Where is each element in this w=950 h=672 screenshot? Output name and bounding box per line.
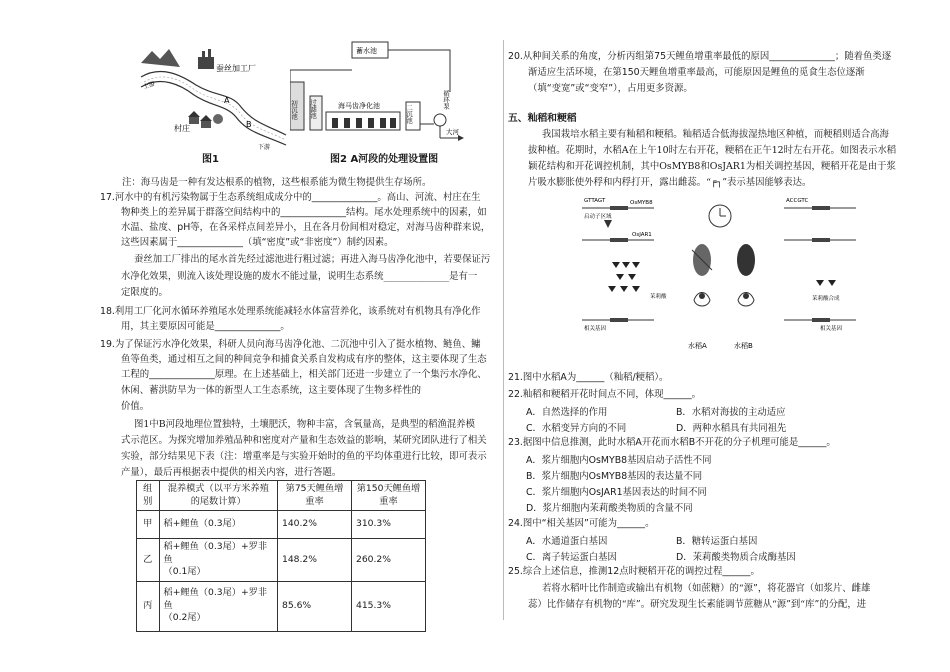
q25-line: 蕊）比作储存有机物的“库”。研究发现生长素能调节蔗糖从“源”到“库”的分配，进: [528, 599, 867, 610]
q24-option-a[interactable]: A．水通道蛋白基因: [526, 536, 608, 547]
table-row: [137, 581, 426, 631]
fig-jas-synthesis-label: 茉莉酸合成: [812, 296, 840, 302]
factory-icon: [198, 57, 214, 69]
pump-icon: [434, 114, 446, 126]
figure-1-river-map: [136, 45, 291, 153]
q19-line: 图1中B河段地理位置独特，土壤肥沃，物种丰富，含氧量高，是典型的稻渔混养模: [134, 419, 475, 430]
q25-line: 若将水稻叶比作制造或输出有机物（如蔗糖）的“源”，将花器官（如浆片、雌雄: [542, 583, 871, 594]
fig-promoter-label: 启动子区域: [584, 214, 612, 220]
fig1-factory-label: 蚕丝加工厂: [216, 64, 256, 73]
q22-stem: 22.籼稻和粳稻开花时间点不同，体现______。: [508, 389, 702, 400]
intro-line: 颖花结构和开花调控机制，其中OsMYB8和OsJAR1为相关调控基因，粳稻开花是由于浆: [528, 161, 896, 172]
q20-line: 20.从种间关系的角度，分析丙组第75天鲤鱼增重率最低的原因______________；随着鱼类逐: [508, 51, 892, 62]
q19-line: 实验，部分结果见下表（注：增重率是与实验开始时的鱼的平均体重进行比较，即可表示: [121, 451, 487, 462]
note-text: 注：海马齿是一种有发达根系的植物，这些根系能为微生物提供生存场所。: [122, 177, 432, 188]
column-divider: [503, 40, 504, 620]
q20-line: 渐适应生活环境，在第150天鲤鱼增重率最高，可能原因是鲤鱼的觅食生态位逐渐: [528, 67, 865, 78]
table-cell: 415.3%: [351, 581, 425, 631]
rice-a-flower-icon: [692, 244, 712, 306]
intro-line: 拔种植。花期时，水稻A在上午10时左右开花，粳稻在正午12时左右开花。如图表示水稻: [528, 145, 897, 156]
figure-2-caption: 图2 A河段的处理设置图: [330, 154, 439, 165]
q22-option-b[interactable]: B．水稻对海拔的主动适应: [676, 407, 786, 418]
q19-line: 产量），最后再根据表中提供的相关内容，进行答题。: [121, 467, 342, 478]
table-header: 第150天鲤鱼增重率: [351, 481, 425, 511]
q23-stem: 23.据图中信息推测，此时水稻A开花而水稻B不开花的分子机理可能是______。: [508, 437, 836, 448]
fig2-treatment-label: 海马齿净化池: [338, 102, 380, 110]
fig1-downstream-label: 下游: [258, 144, 271, 151]
fig-jasmonic-label: 茉莉酸: [650, 294, 667, 300]
q22-option-c[interactable]: C．水稻变异方向的不同: [526, 423, 627, 434]
q19-line: 式示范区。为探究增加养殖品种和密度对产量和生态效益的影响，某研究团队进行了相关: [121, 435, 487, 446]
table-cell: 稻+鲤鱼（0.3尾）+罗非鱼 （0.2尾）: [159, 581, 277, 631]
table-row: [137, 511, 426, 539]
q22-option-a[interactable]: A．自然选择的作用: [526, 407, 608, 418]
table-cell: 稻+鲤鱼（0.3尾）+罗非鱼 （0.1尾）: [159, 539, 277, 582]
fig2-sea-label: 大河: [446, 128, 459, 136]
q17-line: 水净化效果，则流入该处理设施的废水不能过量，说明生态系统______________是有一: [121, 271, 478, 282]
q24-option-b[interactable]: B．糖转运蛋白基因: [676, 536, 758, 547]
q25-stem: 25.综合上述信息，推测12点时粳稻开花的调控过程______。: [508, 566, 760, 577]
q19-line: 工程的______________原理。在上述基础上，相关部门还进一步建立了一个集污水净化、: [121, 369, 487, 380]
q23-option-b[interactable]: B．浆片细胞内OsMYB8基因的表达量不同: [526, 471, 703, 482]
fig-label-b: 水稻B: [734, 342, 753, 350]
q17-line: 水温、盐度、pH等，在各采样点间差异小，且在各月份间相对稳定，对海马齿种群来说，: [121, 222, 491, 233]
table-cell: 丙: [137, 581, 160, 631]
table-header: 混养模式（以平方米养殖的尾数计算）: [159, 481, 277, 511]
q19-line: 价值。: [121, 401, 150, 412]
fig-gttagt-label: GTTAGT: [584, 198, 606, 204]
intro-line: 片吸水膨胀使外稃和内稃打开，露出雌蕊。“╒┐”表示基因能够表达。: [528, 177, 812, 188]
fig1-b-label: B: [246, 120, 252, 129]
rice-a-pathway: [582, 198, 667, 332]
q17-line: 蚕丝加工厂排出的尾水首先经过滤池进行粗过滤；再进入海马齿净化池中，若要保证污: [134, 254, 491, 265]
fig1-village-label: 村庄: [174, 124, 190, 133]
table-cell: 乙: [137, 539, 160, 582]
q23-option-d[interactable]: D．浆片细胞内茉莉酸类物质的含量不同: [526, 503, 693, 514]
rice-regulation-figure: [580, 196, 860, 358]
q20-line: （填“变宽”或“变窄”），占用更多资源。: [528, 83, 693, 94]
table-header: 第75天鲤鱼增重率: [277, 481, 351, 511]
table-cell: 甲: [137, 511, 160, 539]
q17-line: 物种类上的差异属于群落空间结构中的______________结构。尾水处理系统中的因素，如: [121, 207, 487, 218]
fig-accgtc-label: ACCGTC: [786, 198, 809, 204]
q23-option-a[interactable]: A．浆片细胞内OsMYB8基因启动子活性不同: [526, 455, 712, 466]
fig2-second-label: 二沉池: [405, 104, 413, 124]
fig-osjar1-label: OsJAR1: [632, 232, 652, 238]
q22-option-d[interactable]: D．两种水稻具有共同祖先: [676, 423, 787, 434]
fig2-pre-label: 初沉池: [290, 100, 298, 120]
fish-weight-table: [136, 480, 426, 632]
mountain-icon: [141, 49, 180, 67]
table-cell: 85.6%: [277, 581, 351, 631]
fig-label-a: 水稻A: [688, 342, 707, 350]
table-header: 组别: [137, 481, 160, 511]
rice-b-pathway: [784, 198, 856, 332]
fig2-filter-label: 过滤池: [309, 99, 317, 119]
fig2-pump-label: 循环泵: [442, 90, 450, 110]
q19-line: 19.为了保证污水净化效果，科研人员向海马齿净化池、二沉池中引入了挺水植物、鲢鱼、鳙: [100, 339, 481, 350]
table-cell: 140.2%: [277, 511, 351, 539]
q18-line: 18.利用工厂化河水循环养殖尾水处理系统能减轻水体富营养化，该系统对有机物具有净化作: [100, 306, 481, 317]
q24-stem: 24.图中“相关基因”可能为______。: [508, 518, 655, 529]
q18-line: 用，其主要原因可能是______________。: [121, 321, 290, 332]
q24-option-d[interactable]: D．茉莉酸类物质合成酶基因: [676, 552, 796, 563]
table-cell: 稻+鲤鱼（0.3尾）: [159, 511, 277, 539]
q24-option-c[interactable]: C．离子转运蛋白基因: [526, 552, 617, 563]
table-cell: 260.2%: [351, 539, 425, 582]
table-row: [137, 539, 426, 582]
fig-gene-label: 相关基因: [820, 326, 843, 332]
q17-line: 定限度的。: [121, 287, 168, 298]
figure-2-treatment-setup: [290, 40, 490, 150]
fig-related-label: 相关基因: [584, 326, 607, 332]
clock-icon: [709, 205, 731, 227]
rice-b-flower-icon: [737, 244, 755, 306]
question-21: 21.图中水稻A为______（籼稻/粳稻）。: [508, 372, 669, 383]
fig1-a-label: A: [224, 96, 230, 105]
figure-1-caption: 图1: [202, 154, 219, 165]
q19-line: 鱼等鱼类，通过相互之间的种间竞争和捕食关系自发构成有序的整体，这主要体现了生态: [121, 354, 487, 365]
intro-line: 我国栽培水稻主要有籼稻和粳稻。籼稻适合低海拔湿热地区种植，而粳稻则适合高海: [542, 129, 889, 140]
q19-line: 休闲、蓄洪防旱为一体的新型人工生态系统，这主要体现了生物多样性的: [121, 385, 422, 396]
q17-line: 这些因素属于______________（填“密度”或“非密度”）制约因素。: [121, 237, 394, 248]
section-5-heading: 五、籼稻和粳稻: [508, 113, 577, 124]
q17-line: 17.河水中的有机污染物属于生态系统组成成分中的______________。高山、河流、村庄在生: [100, 192, 481, 203]
fig-osmyb8-label: OsMYB8: [630, 200, 653, 206]
table-cell: 310.3%: [351, 511, 425, 539]
table-cell: 148.2%: [277, 539, 351, 582]
fig2-reservoir-label: 蓄水池: [356, 47, 377, 55]
village-icon: [188, 111, 223, 128]
q23-option-c[interactable]: C．浆片细胞内OsJAR1基因表达的时间不同: [526, 487, 707, 498]
fig1-upstream-label: 上游: [142, 80, 156, 91]
